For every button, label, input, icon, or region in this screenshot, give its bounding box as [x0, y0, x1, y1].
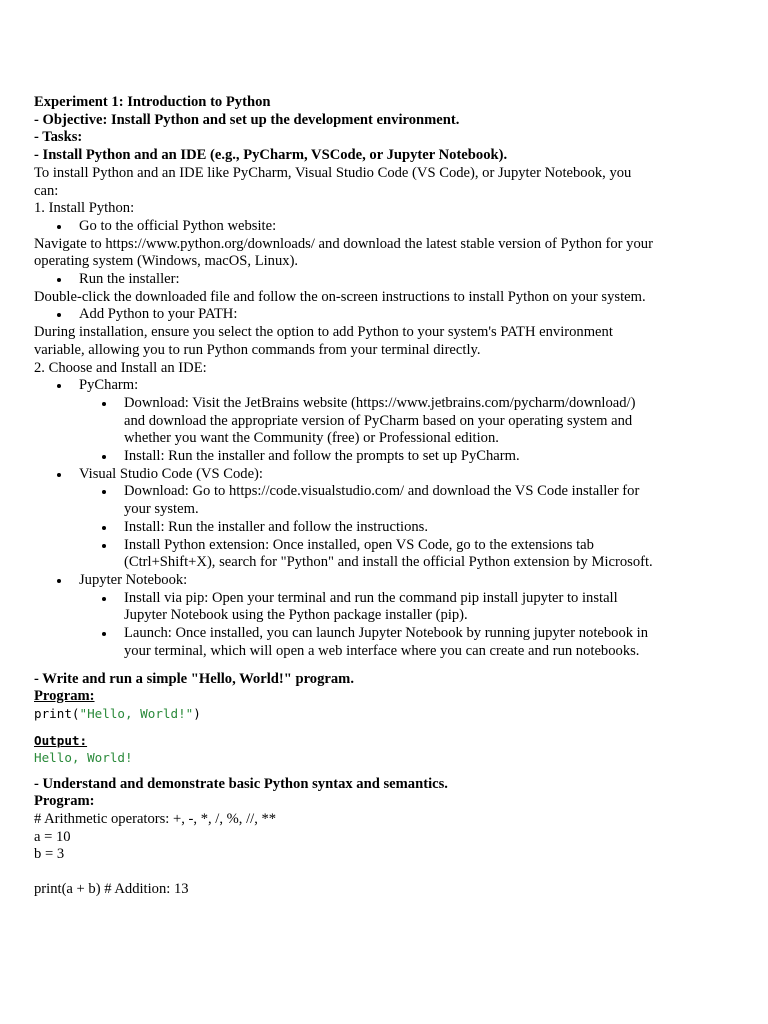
code-line: print("Hello, World!") [34, 705, 201, 721]
paragraph-line: During installation, ensure you select the option to add Python to your system's PATH environment [34, 324, 613, 341]
paragraph-line: Double-click the downloaded file and follow the on-screen instructions to install Python on your system. [34, 288, 646, 305]
output-text: Hello, World! [34, 749, 133, 765]
code-line: b = 3 [34, 846, 65, 863]
intro-line: To install Python and an IDE like PyCharm, Visual Studio Code (VS Code), or Jupyter Notebook, you [34, 164, 632, 181]
experiment-title: Experiment 1: Introduction to Python [34, 94, 271, 110]
step2-title: 2. Choose and Install an IDE: [34, 359, 207, 376]
code-line: print(a + b) # Addition: 13 [34, 881, 189, 898]
step1-title: 1. Install Python: [34, 200, 135, 217]
output-label: Output: [34, 732, 88, 748]
intro-line: can: [34, 182, 59, 199]
list-item-vscode: Visual Studio Code (VS Code): [34, 466, 734, 484]
list-item: Run the installer: [34, 271, 734, 289]
list-item: Download: Go to https://code.visualstudio.com/ and download the VS Code installer for your system. [34, 483, 734, 518]
syntax-heading: - Understand and demonstrate basic Python syntax and semantics. [34, 775, 448, 792]
list-item: Launch: Once installed, you can launch Jupyter Notebook by running jupyter notebook in your terminal, which will open a web interface where you can create and run notebooks. [34, 625, 734, 660]
code-line: a = 10 [34, 828, 71, 845]
list-item: Install via pip: Open your terminal and run the command pip install jupyter to install Jupyter Notebook using the Python package installer (pip). [34, 590, 734, 625]
paragraph-line: operating system (Windows, macOS, Linux). [34, 253, 299, 270]
list-item-pycharm: PyCharm: [34, 377, 734, 395]
list-item-jupyter: Jupyter Notebook: [34, 572, 734, 590]
hello-heading: - Write and run a simple "Hello, World!" program. [34, 670, 354, 687]
paragraph-line: variable, allowing you to run Python commands from your terminal directly. [34, 341, 481, 358]
program-label: Program: [34, 793, 95, 810]
list-item: Add Python to your PATH: [34, 306, 734, 324]
step1-list [34, 218, 734, 236]
ide-list [34, 377, 734, 660]
list-item: Install: Run the installer and follow the instructions. [34, 519, 734, 537]
code-line: # Arithmetic operators: +, -, *, /, %, //, ** [34, 811, 277, 828]
list-item: Go to the official Python website: [34, 218, 734, 236]
tasks-label: - Tasks: [34, 129, 83, 146]
task-install: - Install Python and an IDE (e.g., PyCharm, VSCode, or Jupyter Notebook). [34, 147, 508, 164]
list-item: Download: Visit the JetBrains website (https://www.jetbrains.com/pycharm/download/) and download the appropriate version of PyCharm based on your operating system and whether you want the Community (free) or Professional edition. [34, 395, 734, 448]
program-label: Program: [34, 688, 95, 705]
paragraph-line: Navigate to https://www.python.org/downloads/ and download the latest stable version of Python for your [34, 235, 653, 252]
document-page [34, 94, 734, 899]
objective: - Objective: Install Python and set up the development environment. [34, 111, 460, 128]
list-item: Install: Run the installer and follow the prompts to set up PyCharm. [34, 448, 734, 466]
list-item: Install Python extension: Once installed, open VS Code, go to the extensions tab (Ctrl+Shift+X), search for "Python" and install the official Python extension by Microsoft. [34, 537, 734, 572]
